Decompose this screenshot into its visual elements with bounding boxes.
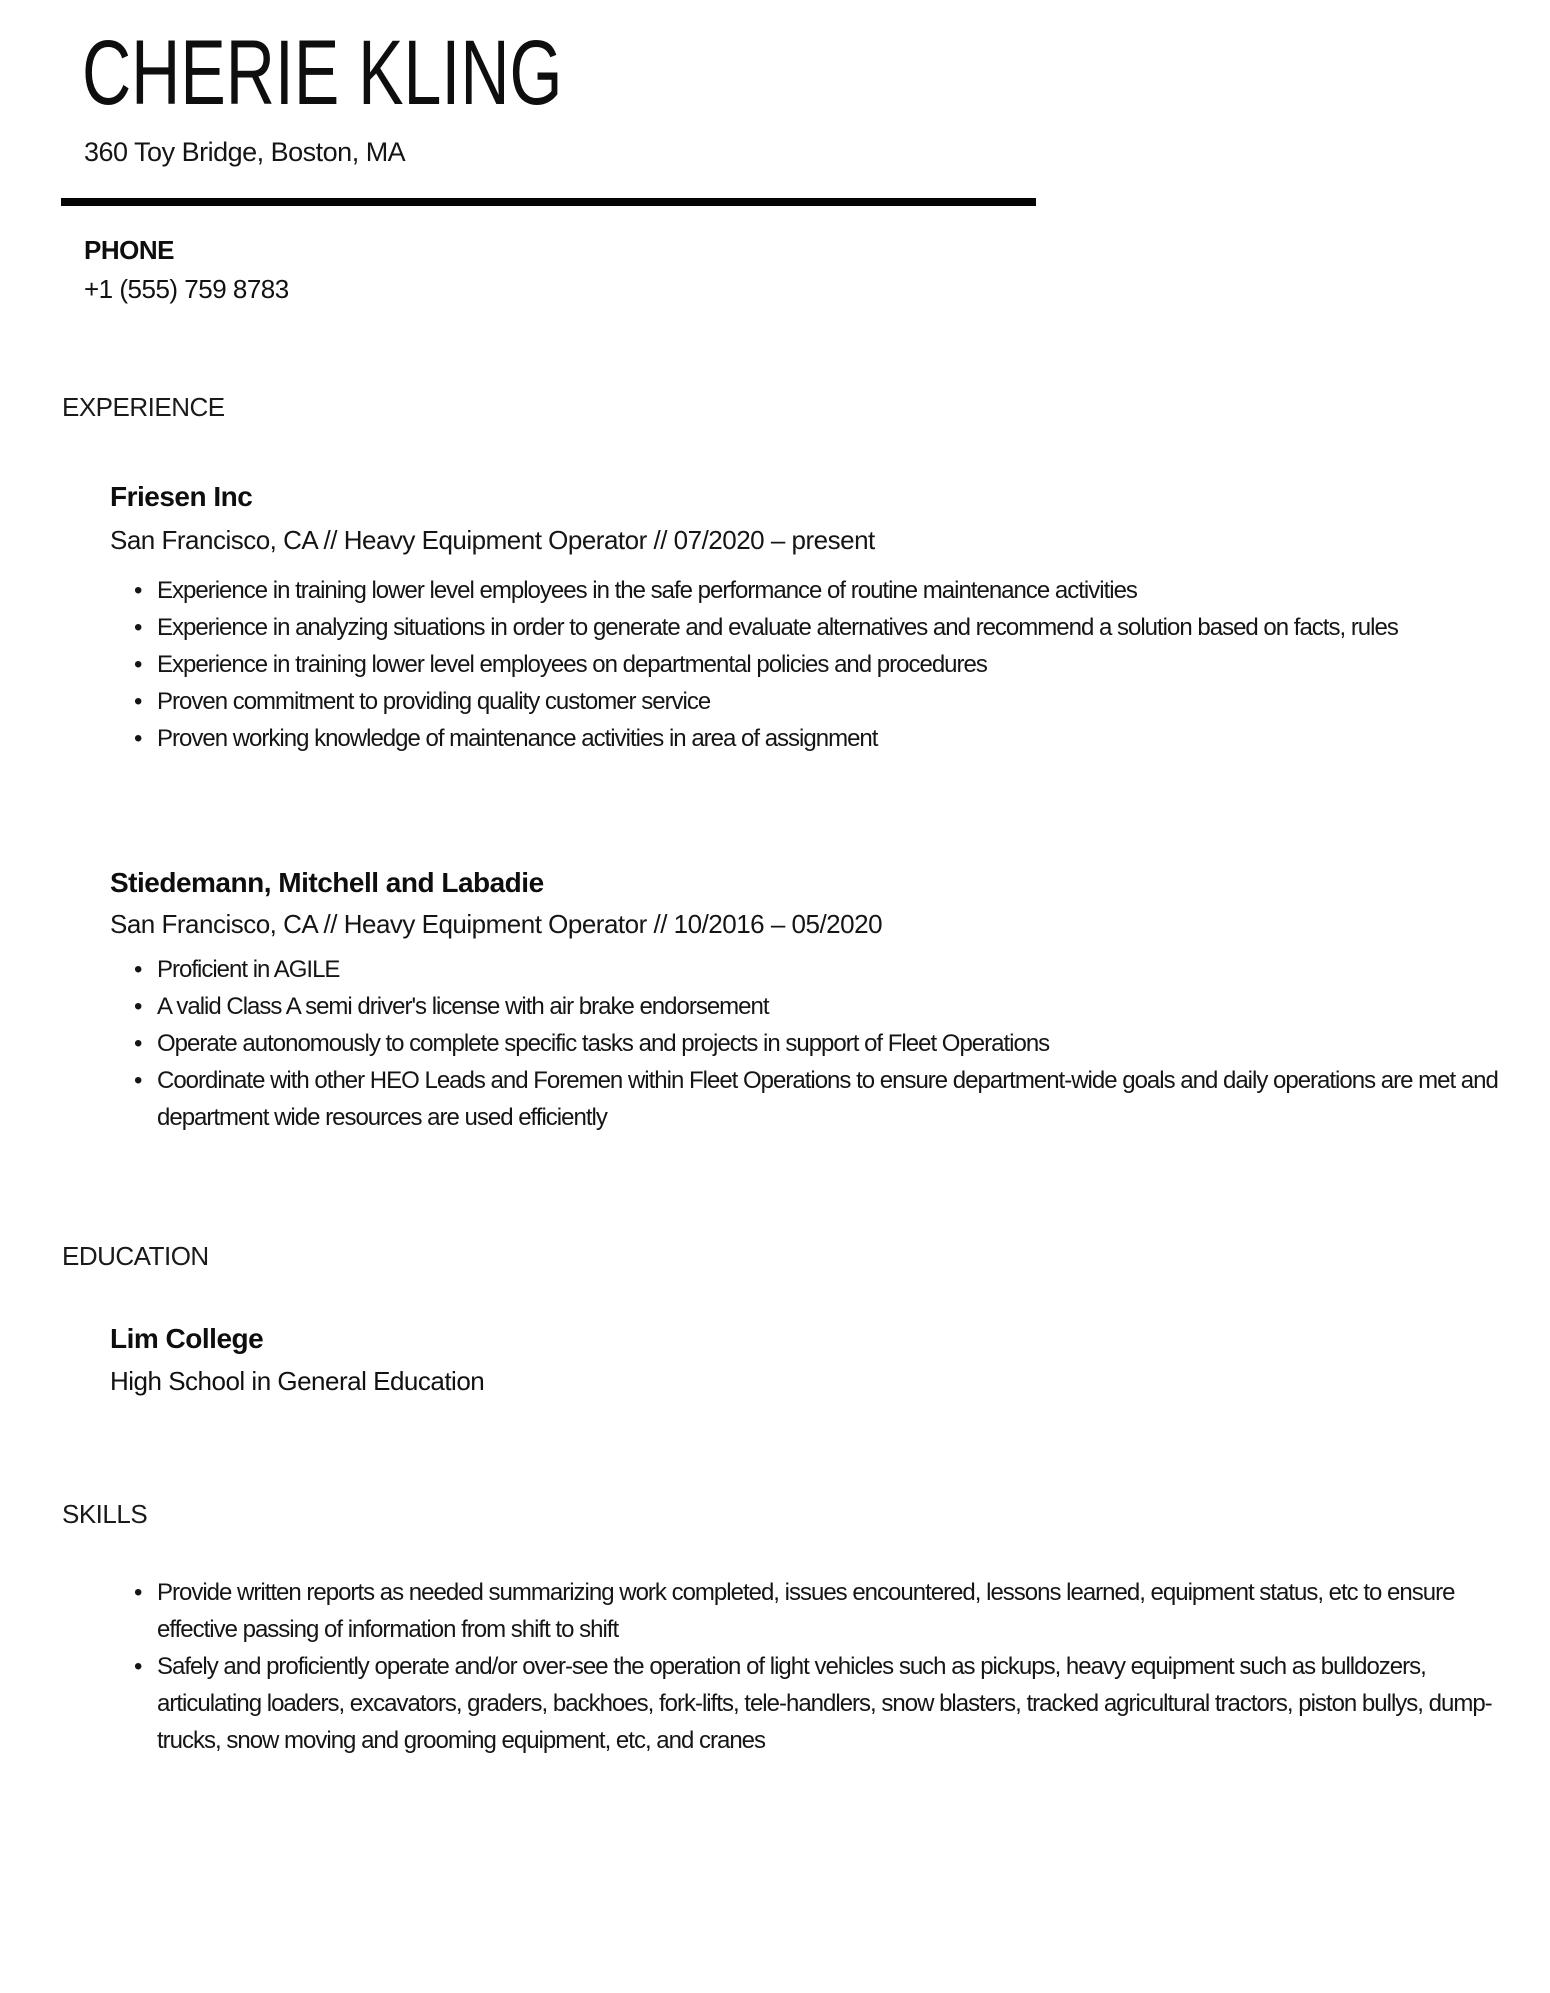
bullet-item: • Provide written reports as needed summarizing work completed, issues encountered, lessons learned, equipment status, etc to ensure effective passing of information from shift to shift — [157, 1574, 1507, 1648]
job-meta-stiedemann: San Francisco, CA // Heavy Equipment Operator // 10/2016 – 05/2020 — [110, 909, 883, 939]
bullet-item: • Coordinate with other HEO Leads and Foremen within Fleet Operations to ensure department-wide goals and daily operations are met and department wide resources are used efficiently — [157, 1062, 1507, 1136]
person-address: 360 Toy Bridge, Boston, MA — [84, 137, 406, 167]
section-title-experience: EXPERIENCE — [62, 392, 225, 422]
job-company-friesen: Friesen Inc — [110, 481, 253, 512]
job-bullets-stiedemann — [157, 951, 1507, 1136]
job-bullets-friesen — [157, 572, 1507, 757]
divider-rule — [61, 198, 1036, 206]
bullet-item: • Safely and proficiently operate and/or over-see the operation of light vehicles such as pickups, heavy equipment such as bulldozers, articulating loaders, excavators, graders, backhoes, fork-lifts, tele-handlers, snow blasters, tracked agricultural tractors, piston bullys, dump-trucks, snow moving and grooming equipment, etc, and cranes — [157, 1648, 1507, 1759]
education-degree: High School in General Education — [110, 1366, 485, 1396]
person-name: CHERIE KLING — [82, 22, 563, 124]
bullet-item: • A valid Class A semi driver's license with air brake endorsement — [157, 988, 1507, 1025]
job-meta-friesen: San Francisco, CA // Heavy Equipment Operator // 07/2020 – present — [110, 525, 875, 555]
bullet-item: • Experience in analyzing situations in order to generate and evaluate alternatives and recommend a solution based on facts, rules — [157, 609, 1507, 646]
job-company-stiedemann: Stiedemann, Mitchell and Labadie — [110, 867, 544, 898]
section-title-education: EDUCATION — [62, 1241, 209, 1271]
bullet-item: • Experience in training lower level employees on departmental policies and procedures — [157, 646, 1507, 683]
section-title-skills: SKILLS — [62, 1499, 148, 1529]
bullet-item: • Proven working knowledge of maintenance activities in area of assignment — [157, 720, 1507, 757]
skills-bullets — [157, 1574, 1507, 1759]
bullet-item: • Operate autonomously to complete specific tasks and projects in support of Fleet Operations — [157, 1025, 1507, 1062]
bullet-item: • Proven commitment to providing quality customer service — [157, 683, 1507, 720]
bullet-item: • Experience in training lower level employees in the safe performance of routine maintenance activities — [157, 572, 1507, 609]
phone-label: PHONE — [84, 235, 174, 265]
education-school: Lim College — [110, 1323, 264, 1354]
bullet-item: • Proficient in AGILE — [157, 951, 1507, 988]
phone-value: +1 (555) 759 8783 — [84, 274, 289, 304]
